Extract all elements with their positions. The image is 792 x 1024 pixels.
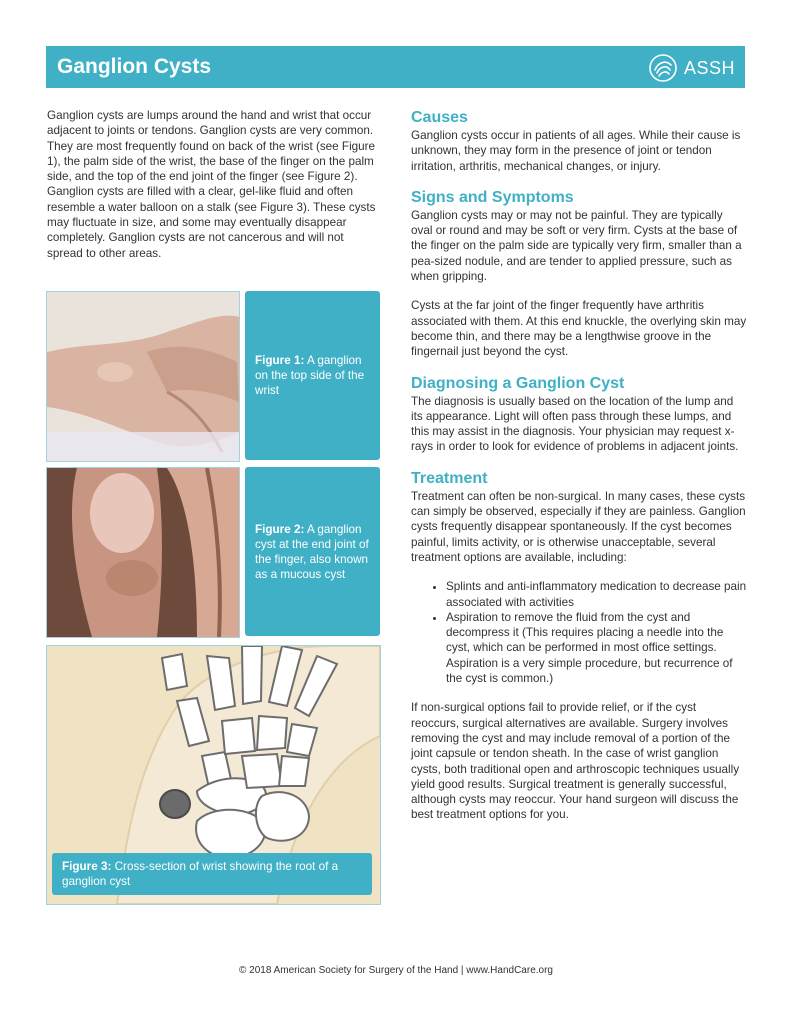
- signs-text-1: Ganglion cysts may or may not be painful. They are typically oval or round and may be soft or very firm. Cysts at the base of the finger on the palm side are typically very firm, smaller than a pea-sized nodule, and are tender to applied pressure, such as when gripping.: [411, 208, 742, 284]
- header-banner: [46, 46, 745, 88]
- figure-1-caption: [245, 291, 380, 460]
- treatment-heading: Treatment: [411, 469, 488, 487]
- intro-paragraph: Ganglion cysts are lumps around the hand and wrist that occur adjacent to joints or tendons. Ganglion cysts are very common. They are most frequently found on back of the wrist (see Figure 1), the palm side of the wrist, the base of the finger on the palm side, and the top of the end joint of the finger (see Figure 2). Ganglion cysts are filled with a clear, gel-like fluid and often resemble a water balloon on a stalk (see Figure 3). These cysts may fluctuate in size, and some may eventually disappear completely. Ganglion cysts are not cancerous and will not spread to other areas.: [47, 109, 376, 260]
- figure-2-photo: [46, 467, 240, 638]
- treatment-bullets: [411, 579, 747, 686]
- figure-2-text: A ganglion cyst at the end joint of the finger, also known as a mucous cyst: [255, 522, 369, 581]
- signs-heading: Signs and Symptoms: [411, 188, 574, 206]
- assh-logo: [648, 53, 735, 83]
- figure-3-text: Cross-section of wrist showing the root of a ganglion cyst: [62, 860, 339, 888]
- hand-logo-icon: [648, 53, 678, 83]
- figure-1-text: A ganglion on the top side of the wrist: [255, 354, 365, 397]
- page-title: Ganglion Cysts: [57, 55, 212, 78]
- figure-2-caption: [245, 467, 380, 636]
- logo-text: ASSH: [683, 57, 735, 78]
- figure-3-caption: [52, 853, 372, 895]
- diagnosing-section: [411, 374, 747, 455]
- treatment-section: [411, 469, 747, 823]
- figure-3-label: Figure 3:: [62, 860, 112, 873]
- diagnosing-heading: Diagnosing a Ganglion Cyst: [411, 374, 625, 392]
- treatment-bullet: • Aspiration to remove the fluid from the cyst and decompress it (This requires placing a needle into the cyst, which can be performed in most office settings. Aspiration is a very simple procedure, but recurrence of the cyst is common.): [446, 610, 747, 686]
- footer: © 2018 American Society for Surgery of the Hand | www.HandCare.org: [238, 965, 553, 976]
- figure-1-label: Figure 1:: [255, 354, 305, 367]
- treatment-bullet: • Splints and anti-inflammatory medication to decrease pain associated with activities: [446, 579, 747, 610]
- diagnosing-text: The diagnosis is usually based on the location of the lump and its appearance. Light will often pass through these lumps, and this may assist in the diagnosis. Your physician may request x-rays in order to look for evidence of problems in adjacent joints.: [411, 394, 739, 454]
- signs-section: [411, 188, 747, 360]
- causes-text: Ganglion cysts occur in patients of all ages. While their cause is unknown, they may form in the presence of joint or tendon irritation, arthritis, mechanical changes, or injury.: [411, 129, 741, 173]
- figure-1-photo: [46, 291, 240, 462]
- causes-section: [411, 108, 747, 174]
- right-column: [411, 108, 747, 837]
- treatment-text-2: If non-surgical options fail to provide relief, or if the cyst reoccurs, surgical alternatives are available. Surgery involves removing the cyst and may include removal of a portion of the joint capsule or tendon sheath. In the case of wrist ganglion cysts, both traditional open and arthroscopic techniques usually yield good results. Surgical treatment is generally successful, although cysts may reoccur. Your hand surgeon will discuss the best treatment options for you.: [411, 701, 740, 822]
- figure-2-label: Figure 2:: [255, 522, 305, 536]
- signs-text-2: Cysts at the far joint of the finger frequently have arthritis associated with them. At this end knuckle, the overlying skin may become thin, and there may be a lengthwise groove in the fingernail just beyond the cyst.: [411, 299, 747, 359]
- causes-heading: Causes: [411, 109, 468, 126]
- treatment-text-1: Treatment can often be non-surgical. In many cases, these cysts can simply be observed, especially if they are painless. Ganglion cysts frequently disappear spontaneously. If the cyst becomes painful, limits activity, or is otherwise unacceptable, several treatment options are available, including:: [411, 489, 746, 564]
